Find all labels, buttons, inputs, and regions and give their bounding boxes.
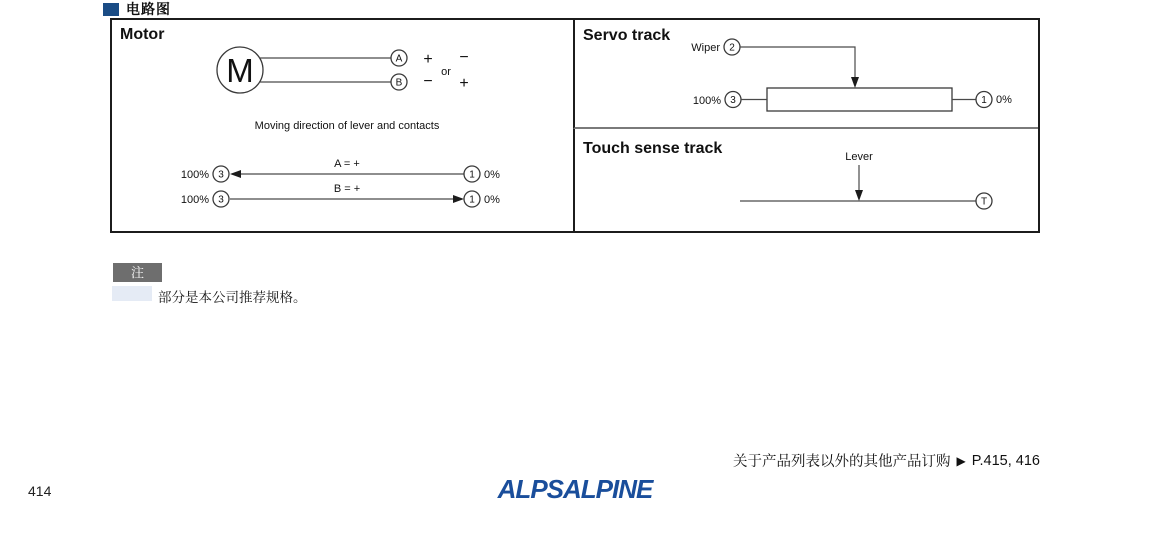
servo-right-pin: 1 <box>981 95 987 106</box>
or-label: or <box>441 66 451 78</box>
motor-diagram <box>112 20 573 231</box>
row-b-left-value: 100% <box>180 194 209 206</box>
touch-sense-track-panel <box>573 129 1038 231</box>
servo-left-pin: 3 <box>730 95 736 106</box>
terminal-a-label: A <box>395 53 403 65</box>
servo-left-value: 100% <box>692 95 721 107</box>
note-text: 部分是本公司推荐规格。 <box>158 290 307 305</box>
motor-panel <box>112 20 573 231</box>
footer-reference-pages: P.415, 416 <box>971 452 1040 469</box>
motor-panel-title: Motor <box>120 26 165 43</box>
touch-sense-track-diagram <box>575 129 1038 229</box>
servo-track-diagram <box>575 20 1038 127</box>
footer-cross-reference[interactable] <box>733 450 1040 471</box>
wiper-pin: 2 <box>729 42 735 54</box>
note-badge: 注 <box>113 263 162 282</box>
moving-direction-caption: Moving direction of lever and contacts <box>254 120 440 132</box>
circuit-diagram-box <box>110 18 1040 233</box>
terminal-b-label: B <box>395 77 403 89</box>
page-number: 414 <box>28 483 52 499</box>
servo-panel-title: Servo track <box>583 27 671 44</box>
row-a-left-pin: 3 <box>218 169 224 181</box>
resistive-track-rect <box>767 88 952 111</box>
motor-symbol-letter: M <box>226 52 254 89</box>
polarity-b-left: − <box>423 73 433 90</box>
touch-terminal-label: T <box>980 196 988 208</box>
section-marker-square <box>103 3 119 16</box>
row-a-left-value: 100% <box>180 169 209 181</box>
polarity-a-right: − <box>459 49 469 66</box>
recommended-spec-swatch <box>112 286 152 301</box>
polarity-a-left: + <box>423 51 433 68</box>
section-header <box>103 0 171 19</box>
servo-track-panel <box>573 20 1038 129</box>
row-b-label: B = + <box>333 183 361 195</box>
footer-reference-text: 关于产品列表以外的其他产品订购 <box>732 454 951 470</box>
touch-panel-title: Touch sense track <box>583 140 723 157</box>
row-a-right-pin: 1 <box>469 169 475 181</box>
arrow-right-icon: ▶ <box>956 453 966 468</box>
wiper-arrowhead-icon <box>851 77 859 88</box>
polarity-b-right: + <box>459 75 469 92</box>
servo-right-value: 0% <box>996 94 1012 106</box>
wiper-label: Wiper <box>691 42 720 54</box>
row-b-right-pin: 1 <box>469 194 475 206</box>
row-b-left-pin: 3 <box>218 194 224 206</box>
lever-label: Lever <box>845 151 873 163</box>
alps-alpine-logo: ALPSALPINE <box>497 474 653 504</box>
row-a-right-value: 0% <box>484 169 500 181</box>
row-b-right-value: 0% <box>484 194 500 206</box>
row-b-right-arrowhead-icon <box>453 195 464 203</box>
lever-arrowhead-icon <box>855 190 863 201</box>
row-a-left-arrowhead-icon <box>230 170 241 178</box>
section-title: 电路图 <box>126 1 171 17</box>
row-a-label: A = + <box>334 158 360 170</box>
wiper-wire <box>740 47 855 80</box>
